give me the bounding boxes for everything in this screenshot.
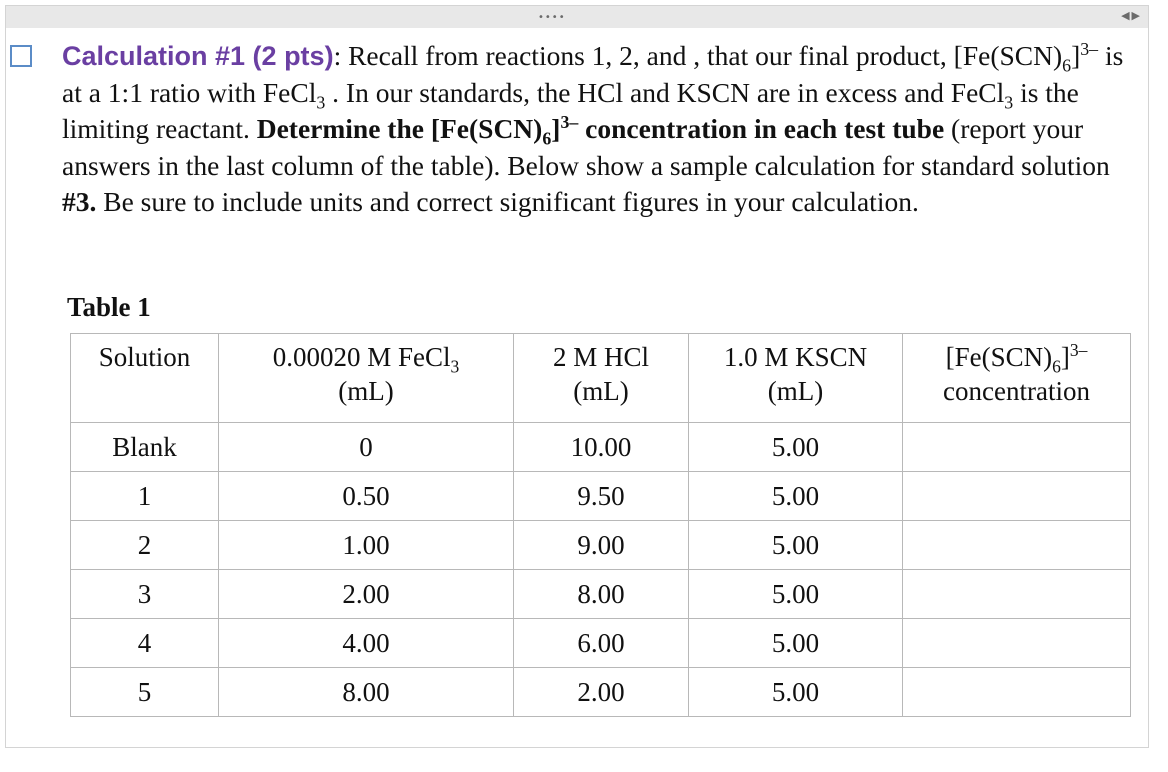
bracket: ] [551, 113, 561, 144]
cell-fecl3: 0 [219, 423, 514, 472]
question-text-part: is the limiting reactant. [62, 76, 1079, 144]
table-title: Table 1 [67, 292, 151, 322]
subscript: 3 [1004, 92, 1014, 112]
bracket: ] [1060, 342, 1070, 372]
title-colon: : [333, 40, 342, 71]
cell-fecl3: 0.50 [219, 472, 514, 521]
cell-hcl: 2.00 [514, 668, 689, 717]
header-solution [71, 334, 219, 423]
table-header-row [71, 334, 1131, 423]
subscript: 6 [1062, 55, 1072, 76]
header-text: 1.0 M KSCN [723, 342, 868, 372]
question-text-part: . In our standards, the HCl and KSCN are in excess and FeCl [325, 76, 1005, 108]
table-row [71, 619, 1131, 668]
panel-top-bar [6, 6, 1148, 28]
cell-fecl3: 8.00 [219, 668, 514, 717]
question-text-part: Be sure to include units and correct significant figures in your calculation. [96, 186, 919, 217]
prev-arrow-icon[interactable]: ◀ [1121, 9, 1130, 22]
bold-text: Determine the [Fe(SCN) [256, 113, 543, 144]
cell-kscn: 5.00 [689, 570, 903, 619]
table-row [71, 668, 1131, 717]
cell-solution: 4 [71, 619, 219, 668]
cell-solution: 2 [71, 521, 219, 570]
superscript: 3– [1080, 38, 1099, 59]
cell-hcl: 9.00 [514, 521, 689, 570]
header-fecl3 [219, 334, 514, 423]
cell-fecl3: 4.00 [219, 619, 514, 668]
next-arrow-icon[interactable]: ▶ [1131, 9, 1140, 22]
header-hcl [514, 334, 689, 423]
data-table [70, 333, 1131, 717]
header-unit: (mL) [573, 376, 629, 406]
header-unit: (mL) [338, 376, 394, 406]
drag-handle-icon[interactable]: •••• [538, 12, 566, 23]
header-concentration [903, 334, 1131, 423]
table-row [71, 570, 1131, 619]
cell-hcl: 10.00 [514, 423, 689, 472]
cell-kscn: 5.00 [689, 423, 903, 472]
subscript: 6 [542, 128, 552, 149]
cell-hcl: 8.00 [514, 570, 689, 619]
cell-hcl: 6.00 [514, 619, 689, 668]
header-text: Solution [98, 342, 191, 372]
cell-concentration[interactable] [903, 570, 1131, 619]
cell-fecl3: 2.00 [219, 570, 514, 619]
header-kscn [689, 334, 903, 423]
question-title: Calculation #1 (2 pts) [62, 41, 334, 71]
cell-hcl: 9.50 [514, 472, 689, 521]
cell-concentration[interactable] [903, 423, 1131, 472]
cell-solution: 3 [71, 570, 219, 619]
cell-concentration[interactable] [903, 472, 1131, 521]
table-row [71, 423, 1131, 472]
question-text-part: (report your answers in the last column of the table). Below show a sample calculation for standard solution [62, 113, 1110, 181]
superscript: 3– [1069, 340, 1088, 360]
cell-solution: 5 [71, 668, 219, 717]
header-text: [Fe(SCN) [945, 342, 1053, 372]
question-text-part: Recall from reactions 1, 2, and , that our final product, [Fe(SCN) [341, 40, 1063, 71]
question-text [62, 38, 1132, 221]
cell-fecl3: 1.00 [219, 521, 514, 570]
table-row [71, 472, 1131, 521]
table-row [71, 521, 1131, 570]
cell-concentration[interactable] [903, 619, 1131, 668]
cell-solution: 1 [71, 472, 219, 521]
bold-instruction [256, 111, 945, 149]
header-text: 0.00020 M FeCl [272, 342, 451, 372]
panel-nav [1121, 9, 1140, 22]
bracket: ] [1071, 40, 1081, 71]
header-unit: (mL) [767, 376, 824, 406]
cell-concentration[interactable] [903, 668, 1131, 717]
cell-kscn: 5.00 [689, 619, 903, 668]
question-checkbox[interactable] [10, 45, 32, 67]
superscript: 3– [560, 111, 579, 132]
question-text-part: is at a 1:1 ratio with FeCl [62, 40, 1124, 108]
cell-kscn: 5.00 [689, 472, 903, 521]
cell-kscn: 5.00 [689, 668, 903, 717]
cell-concentration[interactable] [903, 521, 1131, 570]
header-unit: concentration [943, 376, 1090, 406]
bold-solution-number: #3. [62, 186, 97, 217]
bold-text: concentration in each test tube [578, 113, 945, 144]
cell-kscn: 5.00 [689, 521, 903, 570]
cell-solution: Blank [71, 423, 219, 472]
subscript: 3 [450, 356, 460, 377]
subscript: 3 [316, 92, 326, 112]
subscript: 6 [1052, 356, 1061, 377]
header-text: 2 M HCl [552, 342, 650, 372]
